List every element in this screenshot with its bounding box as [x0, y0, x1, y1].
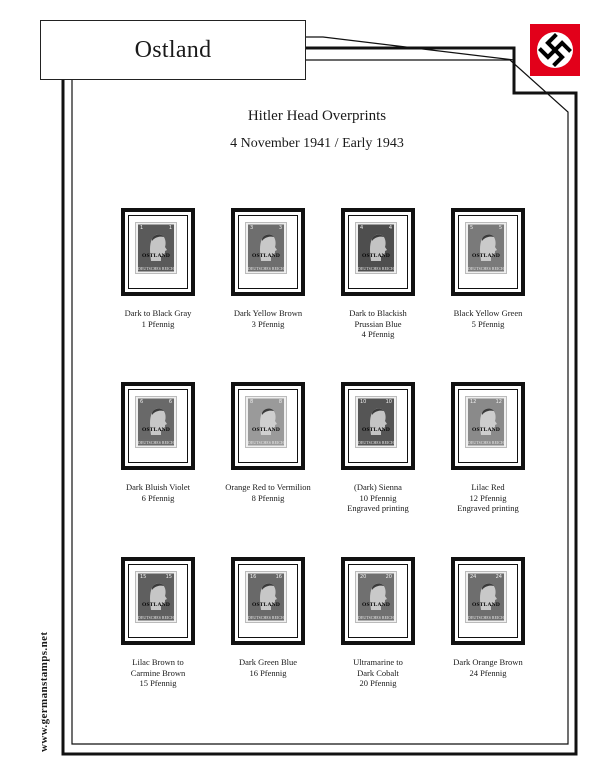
stamp-caption-line: 15 Pfennig	[139, 678, 177, 688]
stamp-caption-line: 5 Pfennig	[471, 318, 505, 329]
stamp-mount	[121, 557, 195, 645]
stamp-overprint: OSTLAND	[142, 602, 170, 608]
stamp-image	[136, 223, 176, 273]
stamp-image	[466, 572, 506, 622]
stamp-caption-line: Dark Green Blue	[238, 657, 298, 667]
stamp-caption-line: 10 Pfennig	[359, 492, 397, 503]
stamp-caption-line: (Dark) Sienna	[354, 482, 402, 492]
stamp-overprint: OSTLAND	[472, 602, 500, 608]
stamp-image	[356, 223, 396, 273]
stamp-caption	[323, 308, 433, 340]
stamp-caption-line: Dark Cobalt	[357, 667, 399, 678]
stamp-inscription: DEUTSCHES REICH	[138, 616, 174, 620]
stamp-value-left: 24	[470, 574, 477, 580]
stamp-caption-line: 6 Pfennig	[141, 492, 175, 503]
stamp-caption-line: 16 Pfennig	[249, 667, 287, 678]
stamp-caption-line: Dark to Blackish	[349, 308, 407, 318]
stamp-value-left: 12	[470, 399, 477, 405]
stamp-value-right: 4	[388, 225, 392, 231]
stamp-mount	[451, 382, 525, 470]
stamp-caption-line: Carmine Brown	[130, 667, 186, 678]
stamp-inscription: DEUTSCHES REICH	[248, 616, 284, 620]
stamp-inscription: DEUTSCHES REICH	[358, 616, 394, 620]
stamp-value-left: 10	[360, 399, 367, 405]
stamp-value-right: 3	[278, 225, 282, 231]
stamp-caption-line: Lilac Brown to	[132, 657, 184, 667]
stamp-inscription: DEUTSCHES REICH	[358, 267, 394, 271]
stamp-caption	[213, 482, 323, 503]
stamp-inscription: DEUTSCHES REICH	[138, 441, 174, 445]
stamp-value-left: 3	[250, 225, 254, 231]
stamp-overprint: OSTLAND	[252, 602, 280, 608]
stamp-mount	[341, 557, 415, 645]
stamp-caption-line: Black Yellow Green	[453, 308, 523, 318]
stamp-caption-line: Ultramarine to	[353, 657, 403, 667]
stamp-inscription: DEUTSCHES REICH	[468, 616, 504, 620]
stamp-value-left: 8	[250, 399, 254, 405]
stamp-image	[466, 397, 506, 447]
stamp-overprint: OSTLAND	[252, 427, 280, 433]
stamp-image	[466, 223, 506, 273]
stamp-overprint: OSTLAND	[472, 427, 500, 433]
stamp-caption-line: 24 Pfennig	[469, 667, 507, 678]
stamp-value-left: 4	[360, 225, 364, 231]
stamp-value-right: 15	[165, 574, 172, 580]
stamp-overprint: OSTLAND	[472, 253, 500, 259]
stamp-caption	[433, 482, 543, 514]
page-tab-title: Ostland	[40, 20, 306, 80]
stamp-overprint: OSTLAND	[362, 427, 390, 433]
stamp-inscription: DEUTSCHES REICH	[358, 441, 394, 445]
stamp-inscription: DEUTSCHES REICH	[468, 267, 504, 271]
stamp-value-right: 10	[385, 399, 392, 405]
stamp-caption	[213, 308, 323, 329]
stamp-caption	[103, 308, 213, 329]
stamp-mount	[121, 208, 195, 296]
stamp-value-left: 5	[470, 225, 474, 231]
stamp-value-right: 1	[168, 225, 172, 231]
stamp-caption-line: 3 Pfennig	[251, 318, 285, 329]
stamp-caption-line: 12 Pfennig	[469, 492, 507, 503]
stamp-image	[246, 223, 286, 273]
stamp-mount	[341, 208, 415, 296]
stamp-caption-line: 8 Pfennig	[251, 492, 285, 503]
stamp-caption	[323, 657, 433, 689]
stamp-caption-line: Dark Yellow Brown	[233, 308, 303, 318]
stamp-caption	[213, 657, 323, 678]
stamp-value-left: 15	[140, 574, 147, 580]
stamp-value-right: 16	[275, 574, 282, 580]
stamp-value-left: 6	[140, 399, 144, 405]
stamp-caption-line: Dark to Black Gray	[124, 308, 192, 318]
stamp-inscription: DEUTSCHES REICH	[248, 267, 284, 271]
stamp-caption-line: 20 Pfennig	[359, 678, 397, 688]
stamp-caption-line: Engraved printing	[347, 503, 409, 513]
stamp-overprint: OSTLAND	[252, 253, 280, 259]
stamp-value-right: 6	[168, 399, 172, 405]
stamp-image	[136, 397, 176, 447]
stamp-image	[356, 397, 396, 447]
stamp-mount	[231, 382, 305, 470]
stamp-caption-line: 1 Pfennig	[141, 318, 175, 329]
stamp-value-left: 16	[250, 574, 257, 580]
stamp-caption-line: Dark Bluish Violet	[125, 482, 191, 492]
stamp-value-left: 20	[360, 574, 367, 580]
stamp-value-right: 20	[385, 574, 392, 580]
page-subtitle: 4 November 1941 / Early 1943	[230, 136, 404, 151]
stamp-image	[136, 572, 176, 622]
page-title: Hitler Head Overprints	[247, 108, 387, 124]
stamp-overprint: OSTLAND	[142, 253, 170, 259]
stamp-value-right: 8	[278, 399, 282, 405]
stamp-image	[246, 397, 286, 447]
stamp-mount	[231, 208, 305, 296]
stamp-mount	[341, 382, 415, 470]
stamp-caption-line: Prussian Blue	[354, 318, 402, 329]
stamp-overprint: OSTLAND	[362, 602, 390, 608]
stamp-caption	[433, 657, 543, 678]
stamp-overprint: OSTLAND	[142, 427, 170, 433]
stamp-caption-line: Dark Orange Brown	[453, 657, 523, 667]
stamp-image	[246, 572, 286, 622]
stamp-inscription: DEUTSCHES REICH	[138, 267, 174, 271]
stamp-inscription: DEUTSCHES REICH	[468, 441, 504, 445]
stamp-value-right: 24	[495, 574, 502, 580]
stamp-caption	[103, 657, 213, 689]
stamp-caption-line: 4 Pfennig	[361, 329, 395, 339]
stamp-caption	[103, 482, 213, 503]
stamp-mount	[451, 557, 525, 645]
stamp-caption-line: Lilac Red	[471, 482, 505, 492]
stamp-overprint: OSTLAND	[362, 253, 390, 259]
stamp-mount	[451, 208, 525, 296]
stamp-inscription: DEUTSCHES REICH	[248, 441, 284, 445]
stamp-mount	[121, 382, 195, 470]
stamp-value-left: 1	[140, 225, 144, 231]
stamp-image	[356, 572, 396, 622]
stamp-mount	[231, 557, 305, 645]
stamp-caption	[323, 482, 433, 514]
stamp-caption-line: Engraved printing	[457, 503, 519, 513]
stamp-value-right: 12	[495, 399, 502, 405]
website-watermark: www.germanstamps.net	[38, 631, 50, 752]
stamp-value-right: 5	[498, 225, 502, 231]
stamp-caption-line: Orange Red to Vermilion	[225, 482, 311, 492]
stamp-caption	[433, 308, 543, 329]
